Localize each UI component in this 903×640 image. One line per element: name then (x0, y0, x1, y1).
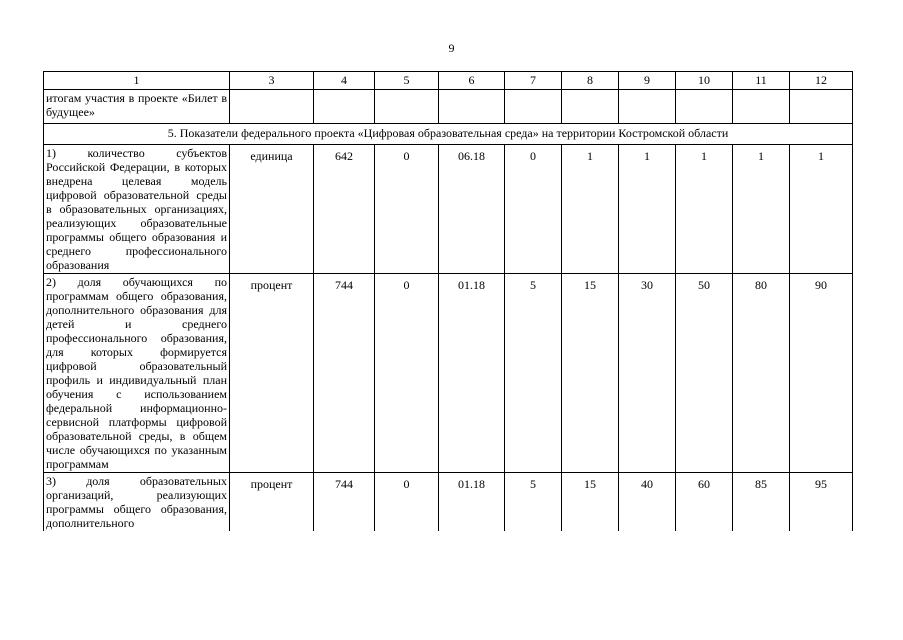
indicator-description: 2) доля обучающихся по программам общего образования, дополнительного образования для детей и среднего профессионального образования, для которых формируется цифровой образовательный профиль и индивидуальный план обучения с использованием федеральной информационно-сервисной платформы цифровой образовательной среды, в общем числе обучающихся по указанным программам (44, 274, 230, 473)
base-value-cell: 0 (375, 145, 439, 274)
indicators-table (43, 71, 853, 531)
column-header: 11 (733, 72, 790, 90)
value-cell: 1 (619, 145, 676, 274)
column-number-row (44, 72, 853, 90)
empty-cell (230, 90, 314, 124)
column-header: 6 (439, 72, 505, 90)
section-row (44, 124, 853, 145)
empty-cell (505, 90, 562, 124)
value-cell: 15 (562, 473, 619, 532)
value-cell: 50 (676, 274, 733, 473)
empty-cell (562, 90, 619, 124)
column-header: 9 (619, 72, 676, 90)
table-row (44, 90, 853, 124)
empty-cell (676, 90, 733, 124)
base-value-cell: 0 (375, 473, 439, 532)
empty-cell (375, 90, 439, 124)
base-date-cell: 01.18 (439, 274, 505, 473)
column-header: 7 (505, 72, 562, 90)
value-cell: 90 (790, 274, 853, 473)
value-cell: 40 (619, 473, 676, 532)
table-row (44, 145, 853, 274)
code-cell: 642 (314, 145, 375, 274)
table-row (44, 473, 853, 532)
value-cell: 80 (733, 274, 790, 473)
unit-cell: процент (230, 473, 314, 532)
value-cell: 85 (733, 473, 790, 532)
code-cell: 744 (314, 274, 375, 473)
empty-cell (733, 90, 790, 124)
code-cell: 744 (314, 473, 375, 532)
empty-cell (314, 90, 375, 124)
value-cell: 15 (562, 274, 619, 473)
page-number: 9 (448, 41, 455, 55)
value-cell: 0 (505, 145, 562, 274)
column-header: 5 (375, 72, 439, 90)
value-cell: 60 (676, 473, 733, 532)
value-cell: 1 (733, 145, 790, 274)
base-date-cell: 06.18 (439, 145, 505, 274)
section-title: 5. Показатели федерального проекта «Цифровая образовательная среда» на территории Костромской области (44, 124, 853, 145)
value-cell: 1 (790, 145, 853, 274)
value-cell: 1 (562, 145, 619, 274)
empty-cell (790, 90, 853, 124)
value-cell: 30 (619, 274, 676, 473)
unit-cell: процент (230, 274, 314, 473)
column-header: 3 (230, 72, 314, 90)
table-row (44, 274, 853, 473)
column-header: 10 (676, 72, 733, 90)
empty-cell (619, 90, 676, 124)
empty-cell (439, 90, 505, 124)
column-header: 4 (314, 72, 375, 90)
indicator-description: итогам участия в проекте «Билет в будущее» (44, 90, 230, 124)
base-value-cell: 0 (375, 274, 439, 473)
column-header: 8 (562, 72, 619, 90)
indicator-description: 1) количество субъектов Российской Федерации, в которых внедрена целевая модель цифровой образовательной среды в образовательных организациях, реализующих образовательные программы общего образования и среднего профессионального образования (44, 145, 230, 274)
value-cell: 5 (505, 274, 562, 473)
base-date-cell: 01.18 (439, 473, 505, 532)
column-header: 12 (790, 72, 853, 90)
value-cell: 95 (790, 473, 853, 532)
indicator-description: 3) доля образовательных организаций, реализующих программы общего образования, дополнительного (44, 473, 230, 532)
value-cell: 1 (676, 145, 733, 274)
value-cell: 5 (505, 473, 562, 532)
column-header: 1 (44, 72, 230, 90)
unit-cell: единица (230, 145, 314, 274)
